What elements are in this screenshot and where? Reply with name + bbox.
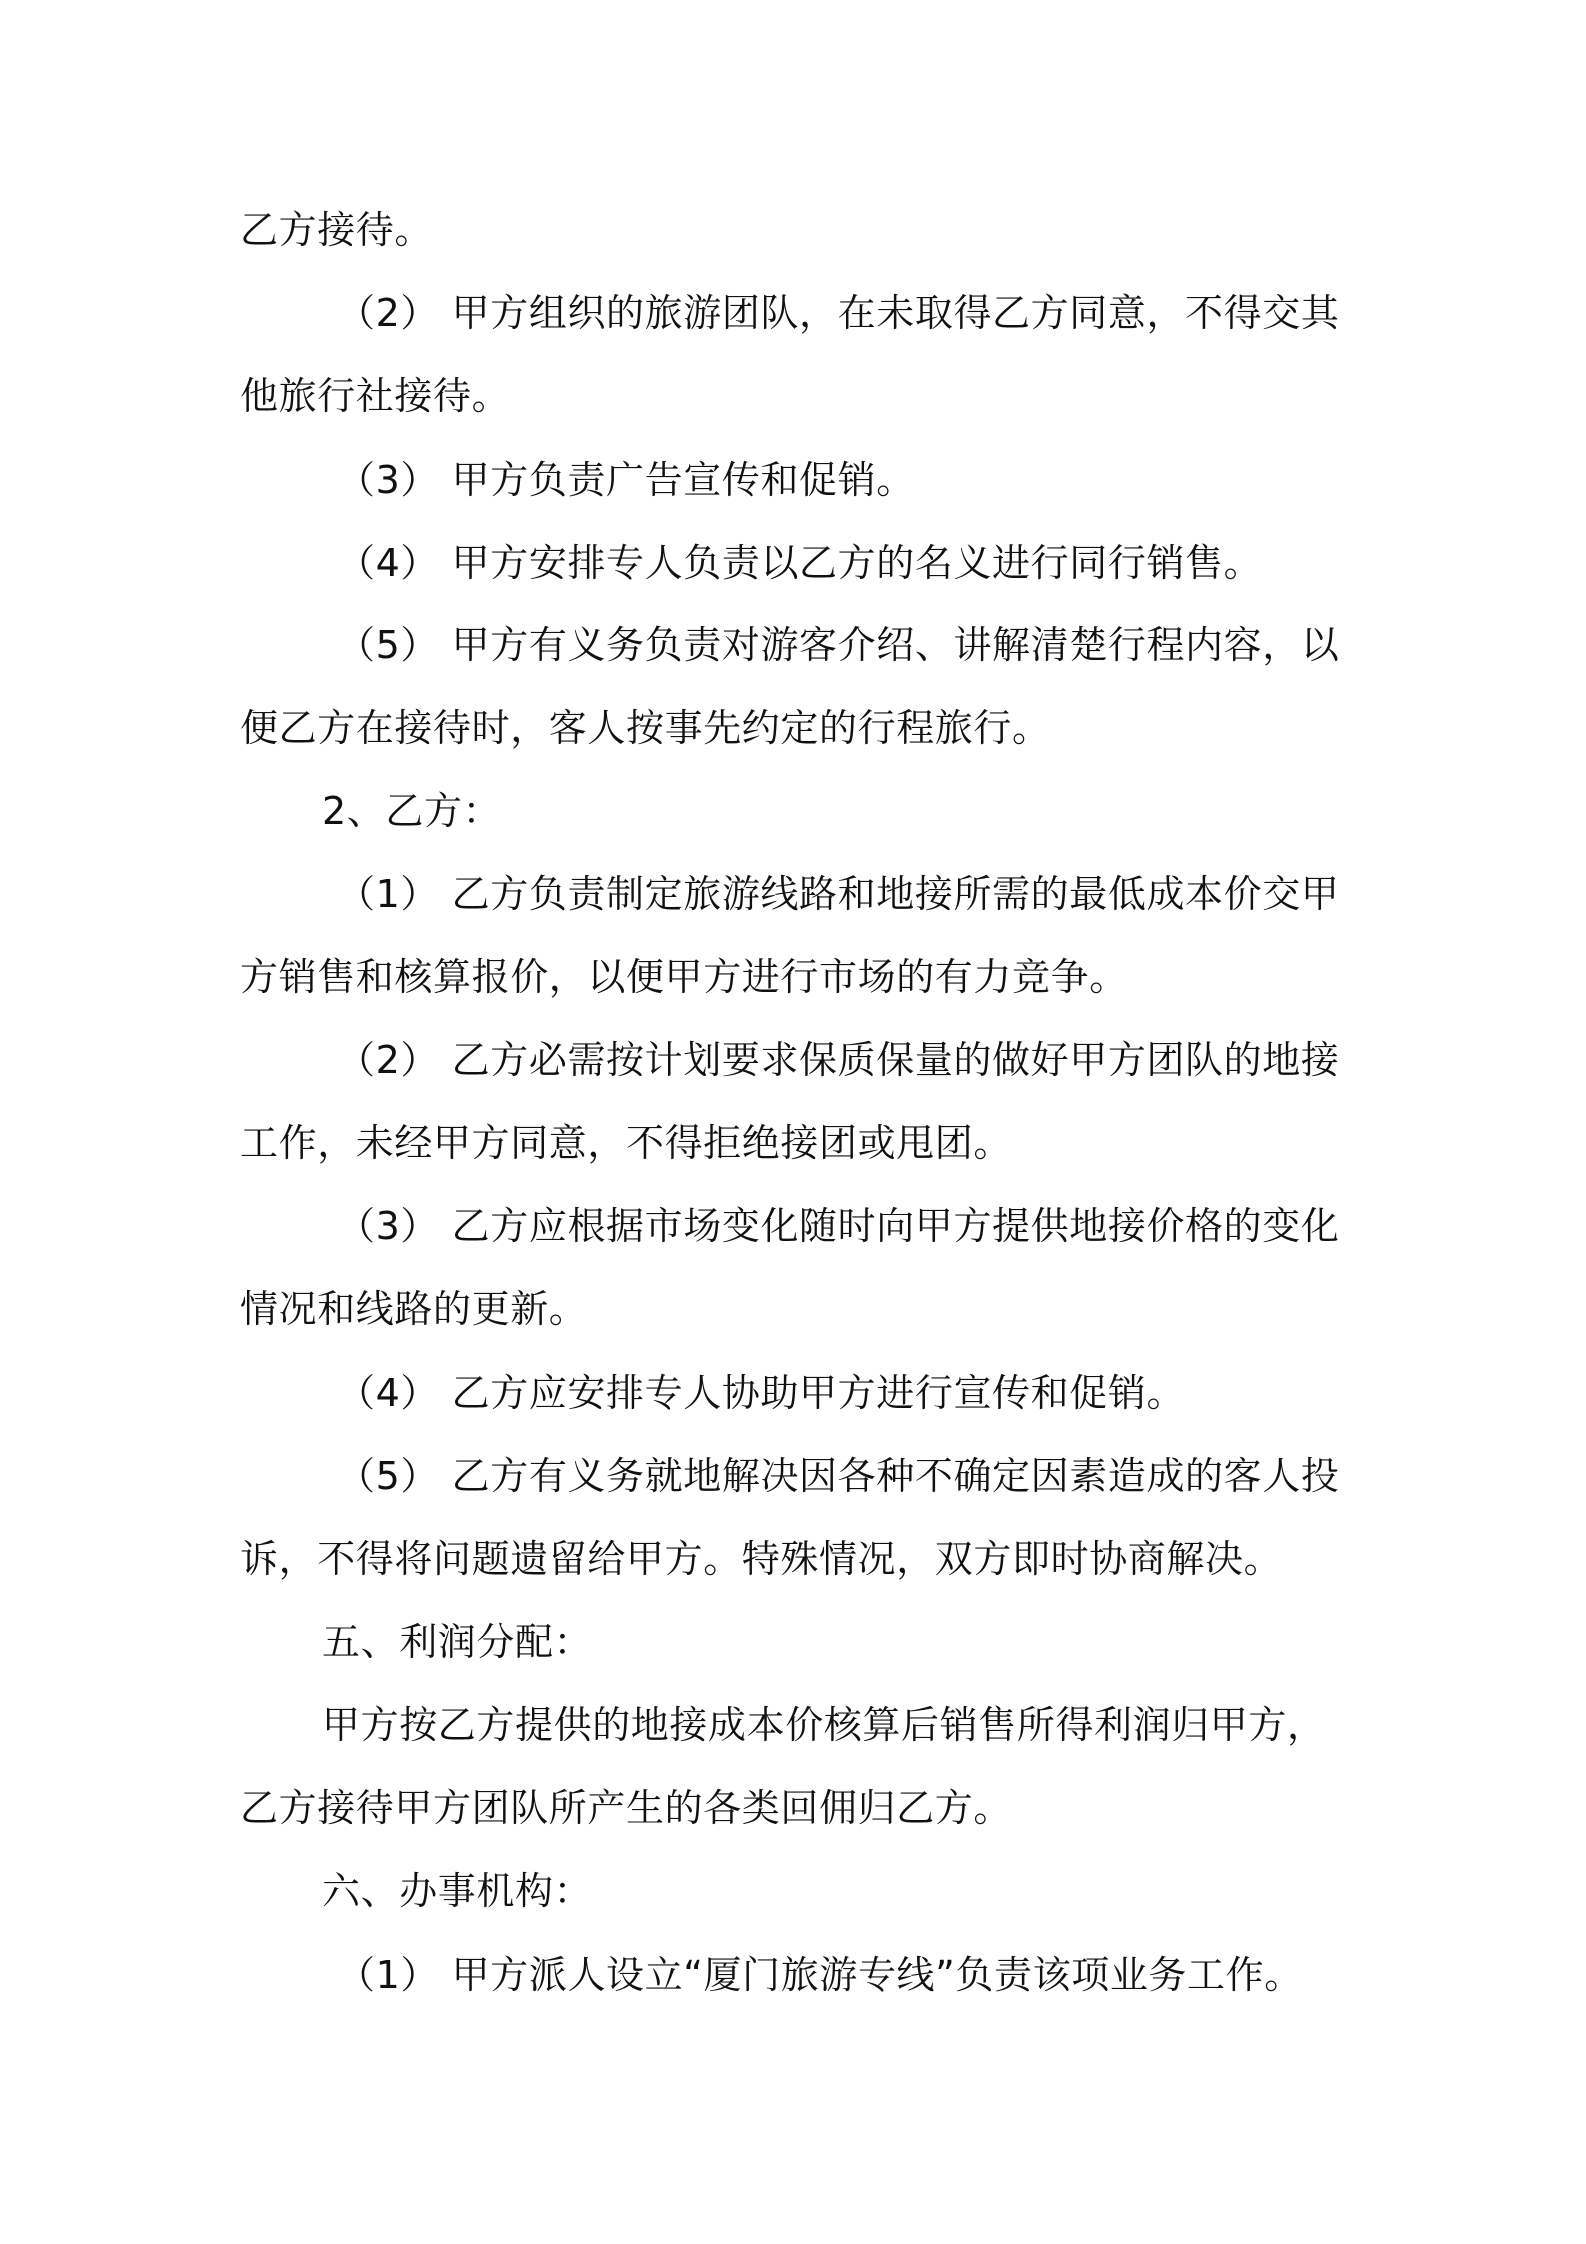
- text-line: 方销售和核算报价，以便甲方进行市场的有力竞争。: [240, 955, 1128, 999]
- text-line: 甲方按乙方提供的地接成本价核算后销售所得利润归甲方，: [322, 1703, 1326, 1747]
- text-line: 情况和线路的更新。: [240, 1287, 588, 1331]
- text-line: 乙方接待甲方团队所产生的各类回佣归乙方。: [240, 1786, 1013, 1830]
- section-heading: 六、办事机构：: [322, 1869, 593, 1913]
- text-line: 工作，未经甲方同意，不得拒绝接团或甩团。: [240, 1121, 1013, 1165]
- text-line: （5） 乙方有义务就地解决因各种不确定因素造成的客人投: [337, 1454, 1340, 1498]
- text-line: 乙方接待。: [240, 208, 434, 252]
- text-line: 他旅行社接待。: [240, 374, 511, 418]
- text-line: （4） 乙方应安排专人协助甲方进行宣传和促销。: [337, 1371, 1186, 1415]
- section-heading: 2、乙方：: [322, 789, 502, 833]
- text-line: （5） 甲方有义务负责对游客介绍、讲解清楚行程内容，以: [337, 623, 1340, 667]
- text-line: （1） 乙方负责制定旅游线路和地接所需的最低成本价交甲: [337, 872, 1340, 916]
- text-line: （3） 乙方应根据市场变化随时向甲方提供地接价格的变化: [337, 1204, 1340, 1248]
- text-line: （1） 甲方派人设立“厦门旅游专线”负责该项业务工作。: [337, 1953, 1303, 1997]
- text-line: （4） 甲方安排专人负责以乙方的名义进行同行销售。: [337, 541, 1263, 585]
- text-line: （2） 甲方组织的旅游团队，在未取得乙方同意，不得交其: [337, 291, 1340, 335]
- text-line: （2） 乙方必需按计划要求保质保量的做好甲方团队的地接: [337, 1038, 1340, 1082]
- text-line: 便乙方在接待时，客人按事先约定的行程旅行。: [240, 706, 1051, 750]
- section-heading: 五、利润分配：: [322, 1620, 593, 1664]
- text-line: （3） 甲方负责广告宣传和促销。: [337, 458, 915, 502]
- text-line: 诉，不得将问题遗留给甲方。特殊情况，双方即时协商解决。: [240, 1537, 1283, 1581]
